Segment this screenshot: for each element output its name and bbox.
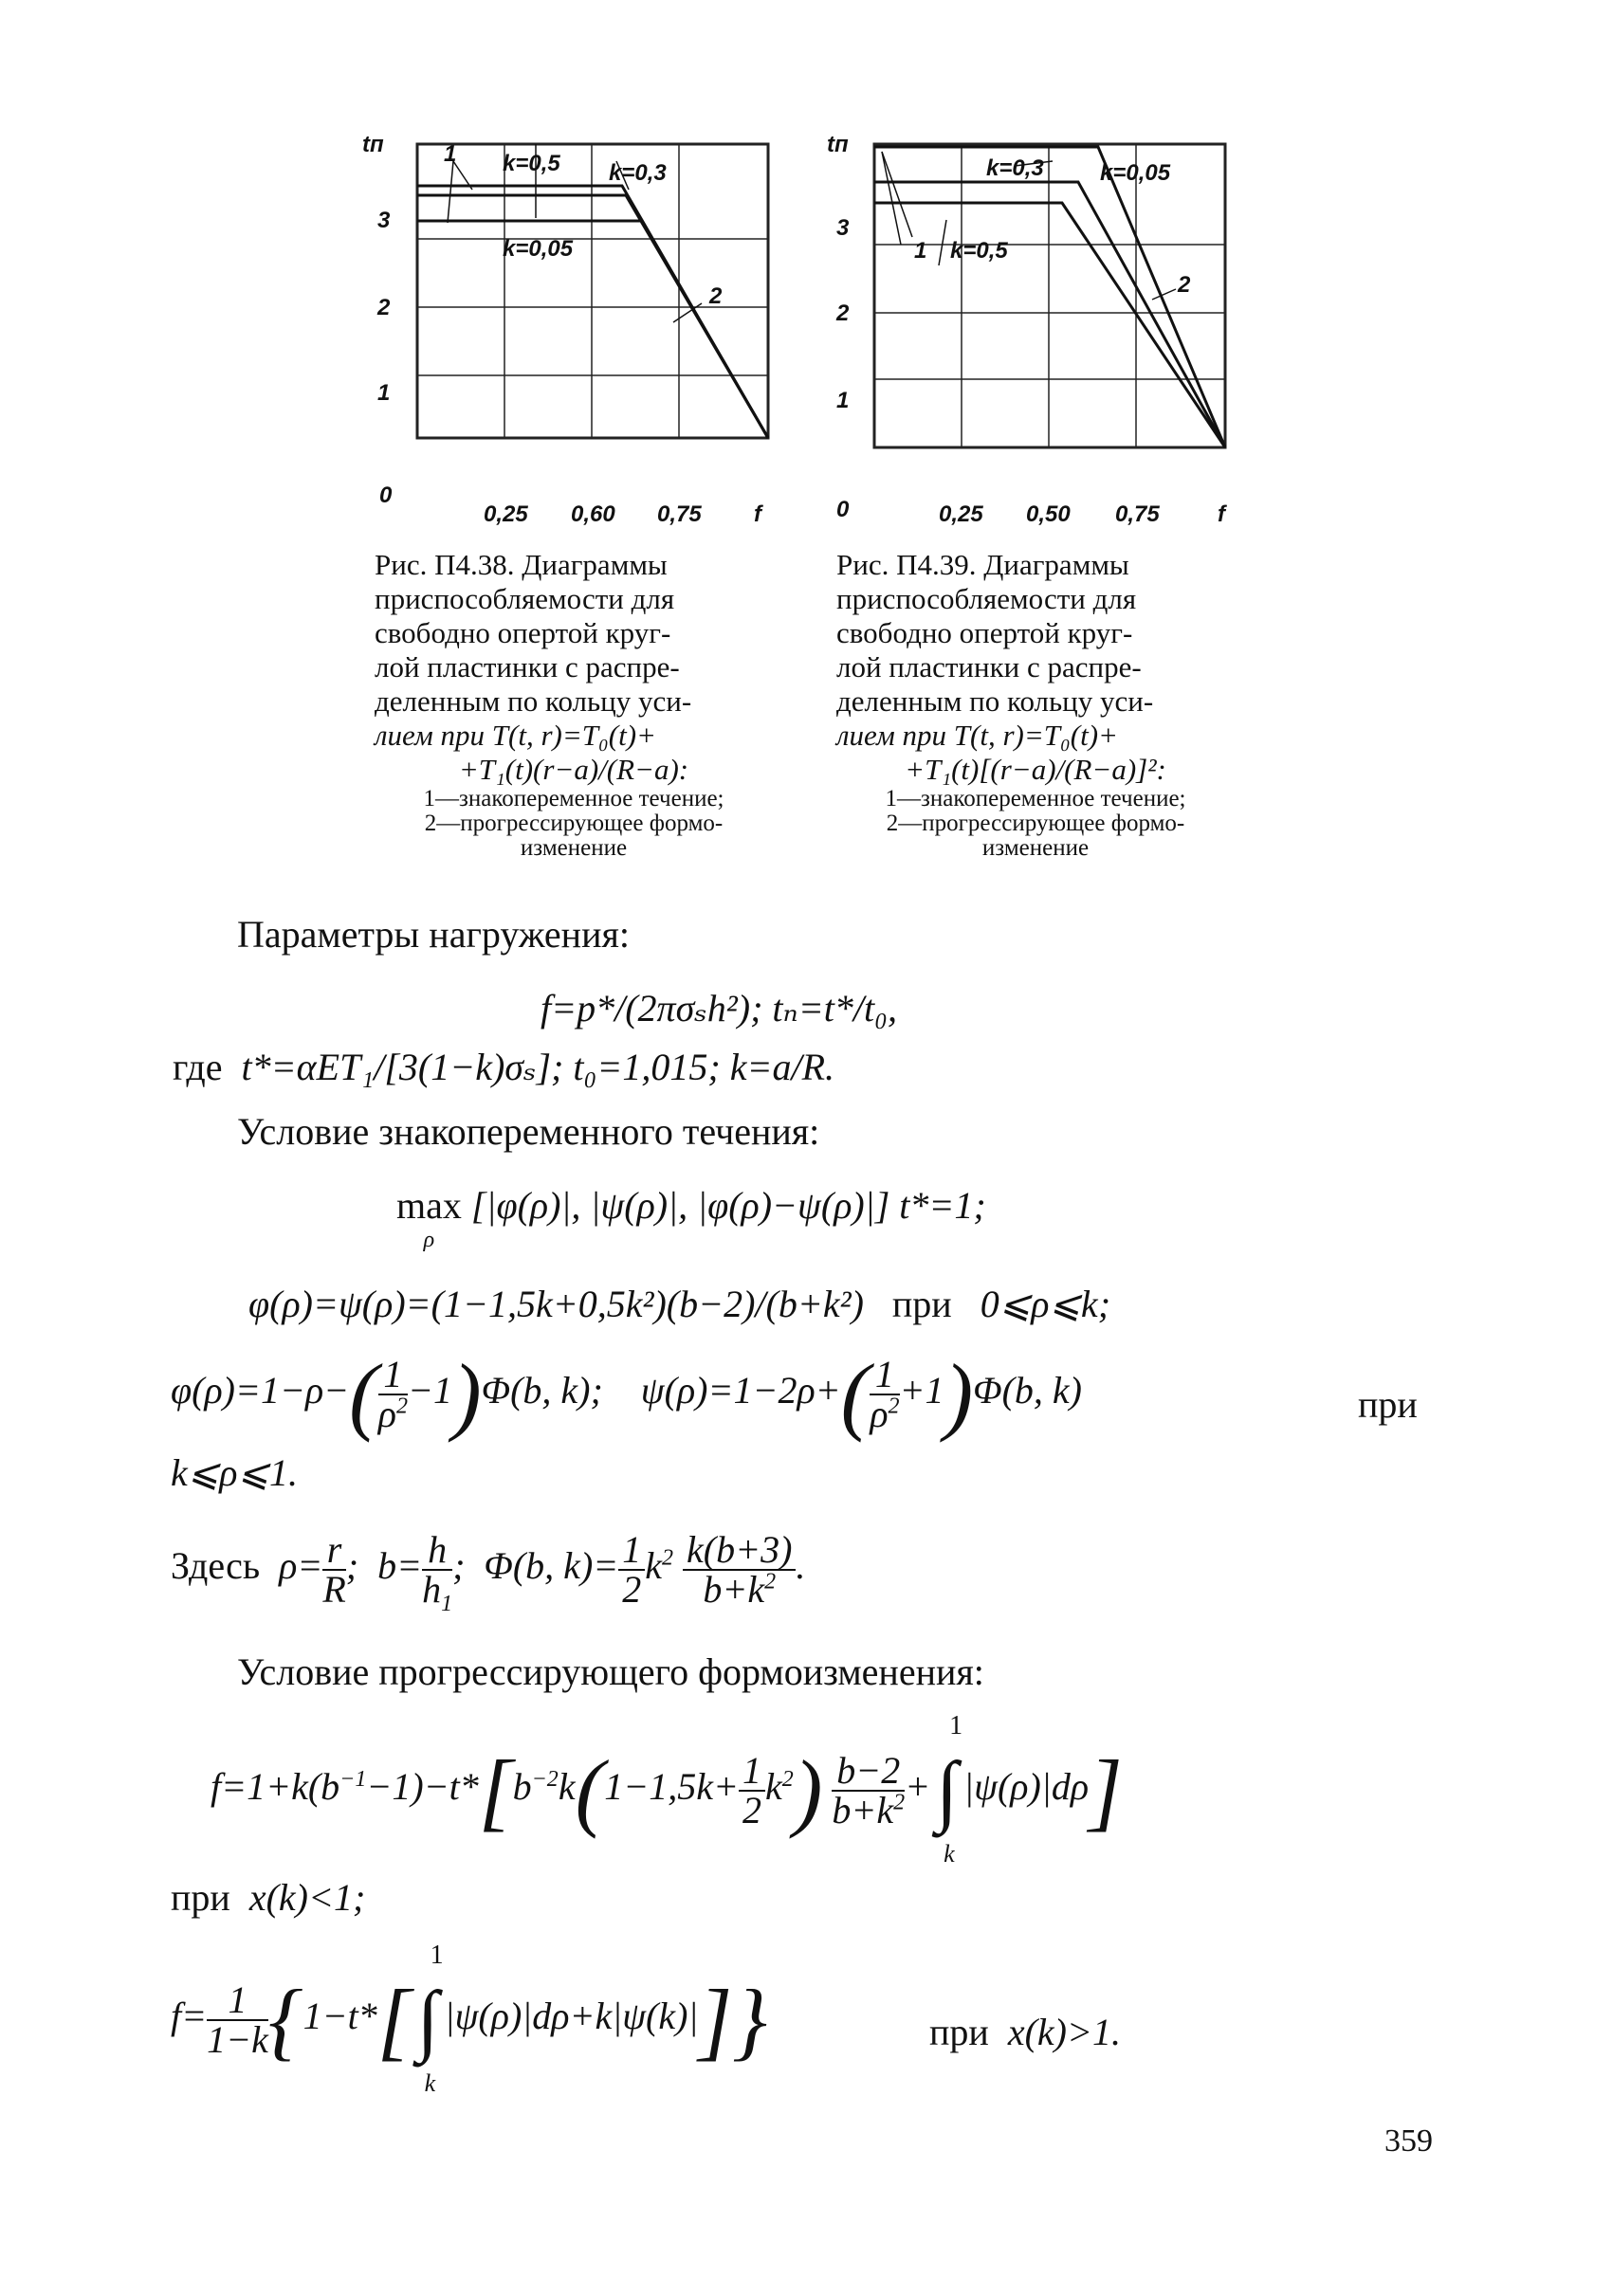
formula-max: max ρ [|φ(ρ)|, |ψ(ρ)|, |φ(ρ)−ψ(ρ)|] t*=1; <box>396 1184 986 1252</box>
fig39-y-label: tп <box>827 132 849 157</box>
formula-f-prog-1: $f=1+k(b^{-1}-1)-t*[b^{-2}k(1-1,5k+$ $\frac{1}{2}$ $k^2$) $\frac{b-2}{b+k^2}$ +∫ 1 k |ψ(ρ)|dρ] <box>211 1711 1123 1868</box>
fig38-label-k05: k=0,5 <box>503 151 560 176</box>
prog-heading: Условие прогрессирующего формоизменения: <box>237 1650 984 1693</box>
fig39-y-tick: 3 <box>836 215 850 241</box>
fig38-x-tick: 0,75 <box>657 501 702 527</box>
formula-t-star-line <box>173 1045 834 1090</box>
fig38-label-k03: k=0,3 <box>609 160 667 186</box>
formula-phi-psi-2: φ(ρ)=1−ρ−( $\frac{1}{\rho^2}$ −1)Φ(b, k); ψ(ρ)=1−2ρ+( $\frac{1}{\rho^2}$ +1)Φ(b, k) <box>171 1346 1082 1443</box>
formula-phi-psi-1: φ(ρ)=ψ(ρ)=(1−1,5k+0,5k²)(b−2)/(b+k²) при 0⩽ρ⩽k; <box>248 1283 1111 1325</box>
alt-heading: Условие знакопеременного течения: <box>237 1110 820 1153</box>
fig39-y-tick: 1 <box>836 388 850 413</box>
formula-here: Здесь ρ= $\frac{r}{R}$ ; b= $\frac{h}{h_1}$ ; Φ(b, k)= $\frac{1}{2}$ $k^2$ $\frac{k(b+3)}{b+k^2}$ . <box>171 1528 806 1616</box>
formula-t-star: t*=αET₁/[3(1−k)σₛ]; t₀=1,015; k=a/R. <box>241 1046 834 1088</box>
fig38-label-k005: k=0,05 <box>503 236 574 262</box>
fig38-y-tick: 0 <box>379 483 393 508</box>
fig39-y-tick: 0 <box>836 497 850 522</box>
formula-max-body: [|φ(ρ)|, |ψ(ρ)|, |φ(ρ)−ψ(ρ)|] t*=1; <box>470 1184 986 1227</box>
fig39-x-label: f <box>1218 501 1225 527</box>
fig38-x-label: f <box>754 501 761 527</box>
fig38-label-curve1: 1 <box>444 141 457 167</box>
fig38-y-tick: 3 <box>377 208 391 233</box>
fig38-y-tick: 2 <box>377 295 391 320</box>
here-word: Здесь <box>171 1544 261 1588</box>
figure-p4-39 <box>825 123 1261 540</box>
fig39-caption: Рис. П4.39. Диаграммы приспособляемости для свободно опертой круг- лой пластинки с распре- деленным по кольцу уси- лием при T(t, r)=T₀(t)+ +T₁(t)[(r−a)/(R−a)]²: 1—знакопеременное течение; 2—прогрессирующее формо- изменение <box>836 548 1186 861</box>
params-heading: Параметры нагружения: <box>237 913 631 956</box>
formula-f-def: f=p*/(2πσₛh²); tₙ=t*/t₀, <box>541 987 897 1030</box>
fig38-x-tick: 0,25 <box>484 501 528 527</box>
fig39-x-tick: 0,50 <box>1026 501 1071 527</box>
formula-f-prog-2: f= $\frac{1}{1-k}$ {1−t*[∫ 1 k |ψ(ρ)|dρ+k|ψ(k)|]} <box>171 1941 768 2097</box>
fig38-y-tick: 1 <box>377 380 391 406</box>
fig38-caption: Рис. П4.38. Диаграммы приспособляемости для свободно опертой круг- лой пластинки с распре- деленным по кольцу уси- лием при T(t, r)=T₀(t)+ +T₁(t)(r−a)/(R−a): 1—знакопеременное течение; 2—прогрессирующее формо- изменение <box>375 548 724 861</box>
fig39-label-curve2: 2 <box>1178 272 1191 298</box>
fig38-curves <box>417 186 768 438</box>
formula-cond-lt: при x(k)<1; <box>171 1876 366 1919</box>
formula-cond-gt: при x(k)>1. <box>929 2011 1121 2053</box>
fig39-x-tick: 0,25 <box>939 501 983 527</box>
fig39-x-tick: 0,75 <box>1115 501 1160 527</box>
fig39-label-k05: k=0,5 <box>950 238 1008 264</box>
figure-p4-38 <box>360 123 797 540</box>
formula-range-2: k⩽ρ⩽1. <box>171 1451 298 1494</box>
where-word: где <box>173 1046 223 1088</box>
fig39-grid <box>874 144 1225 447</box>
fig38-y-label: tп <box>362 132 384 157</box>
fig39-y-tick: 2 <box>836 301 850 326</box>
fig39-label-k005: k=0,05 <box>1100 160 1171 186</box>
page-number: 359 <box>1384 2123 1433 2159</box>
at-word: при <box>891 1283 952 1325</box>
fig39-curves <box>874 147 1225 447</box>
at-word-2: при <box>1358 1383 1418 1426</box>
fig39-label-k03: k=0,3 <box>986 155 1044 181</box>
fig38-label-curve2: 2 <box>709 283 723 309</box>
fig39-label-curve1: 1 <box>914 238 927 264</box>
fig38-x-tick: 0,60 <box>571 501 615 527</box>
